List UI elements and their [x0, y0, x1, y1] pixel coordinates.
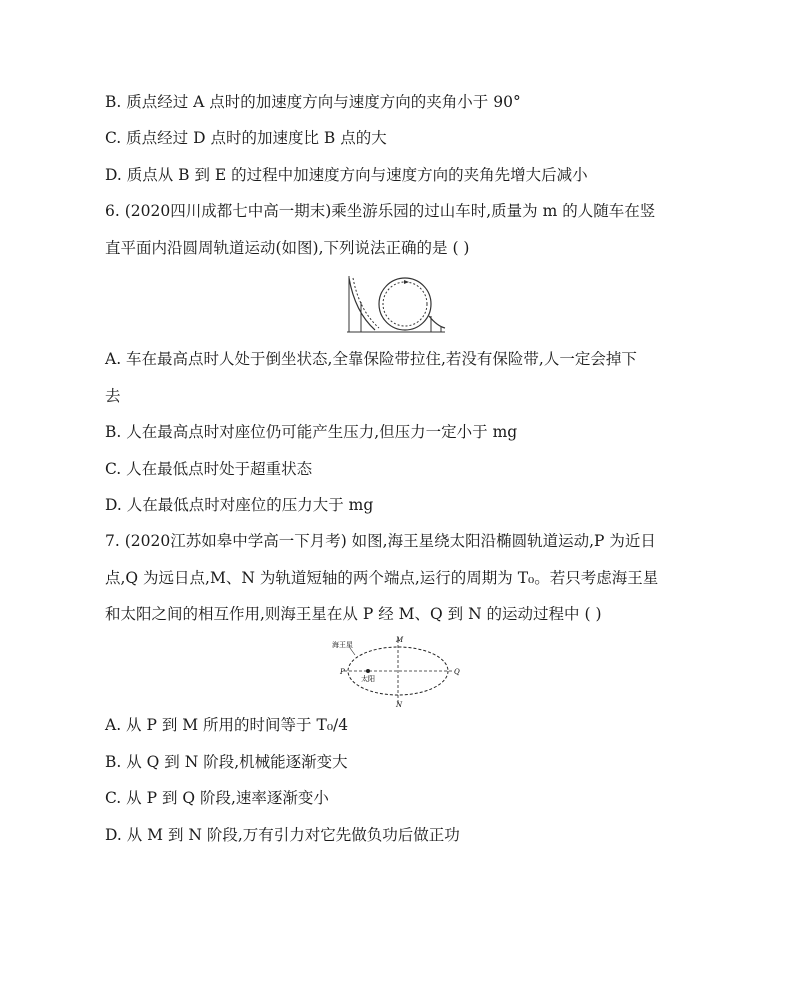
q7-option-c: C. 从 P 到 Q 阶段,速率逐渐变小 — [105, 789, 329, 807]
q6-option-a-line1: A. 车在最高点时人处于倒坐状态,全靠保险带拉住,若没有保险带,人一定会掉下 — [105, 350, 637, 368]
q7-option-d: D. 从 M 到 N 阶段,万有引力对它先做负功后做正功 — [105, 826, 460, 844]
q6-option-a-line2: 去 — [105, 387, 121, 405]
q5-option-d: D. 质点从 B 到 E 的过程中加速度方向与速度方向的夹角先增大后减小 — [105, 166, 588, 184]
q7-stem-line1: 7. (2020江苏如皋中学高一下月考) 如图,海王星绕太阳沿椭圆轨道运动,P 为近日 — [105, 532, 656, 550]
q6-stem-line1: 6. (2020四川成都七中高一期末)乘坐游乐园的过山车时,质量为 m 的人随车在竖 — [105, 202, 656, 220]
point-q-label: Q — [454, 668, 460, 676]
q6-option-d: D. 人在最低点时对座位的压力大于 mg — [105, 496, 374, 514]
sun-dot — [366, 669, 370, 673]
q6-option-b: B. 人在最高点时对座位仍可能产生压力,但压力一定小于 mg — [105, 423, 518, 441]
sun-label: 太阳 — [361, 675, 375, 683]
q7-stem-line2: 点,Q 为远日点,M、N 为轨道短轴的两个端点,运行的周期为 T₀。若只考虑海王星 — [105, 569, 659, 587]
q7-option-b: B. 从 Q 到 N 阶段,机械能逐渐变大 — [105, 753, 348, 771]
q6-option-c: C. 人在最低点时处于超重状态 — [105, 460, 313, 478]
q7-stem-line3: 和太阳之间的相互作用,则海王星在从 P 经 M、Q 到 N 的运动过程中 ( ) — [105, 605, 602, 623]
point-m-label: M — [396, 636, 404, 644]
orbit-figure — [330, 634, 470, 708]
q5-option-b: B. 质点经过 A 点时的加速度方向与速度方向的夹角小于 90° — [105, 93, 521, 111]
point-n-label: N — [396, 701, 403, 708]
point-p-label: P — [340, 668, 345, 676]
q5-option-c: C. 质点经过 D 点时的加速度比 B 点的大 — [105, 129, 387, 147]
q7-option-a: A. 从 P 到 M 所用的时间等于 T₀/4 — [105, 716, 349, 734]
planet-label: 海王星 — [332, 641, 353, 649]
roller-coaster-figure — [345, 272, 447, 334]
q6-stem-line2: 直平面内沿圆周轨道运动(如图),下列说法正确的是 ( ) — [105, 239, 470, 257]
